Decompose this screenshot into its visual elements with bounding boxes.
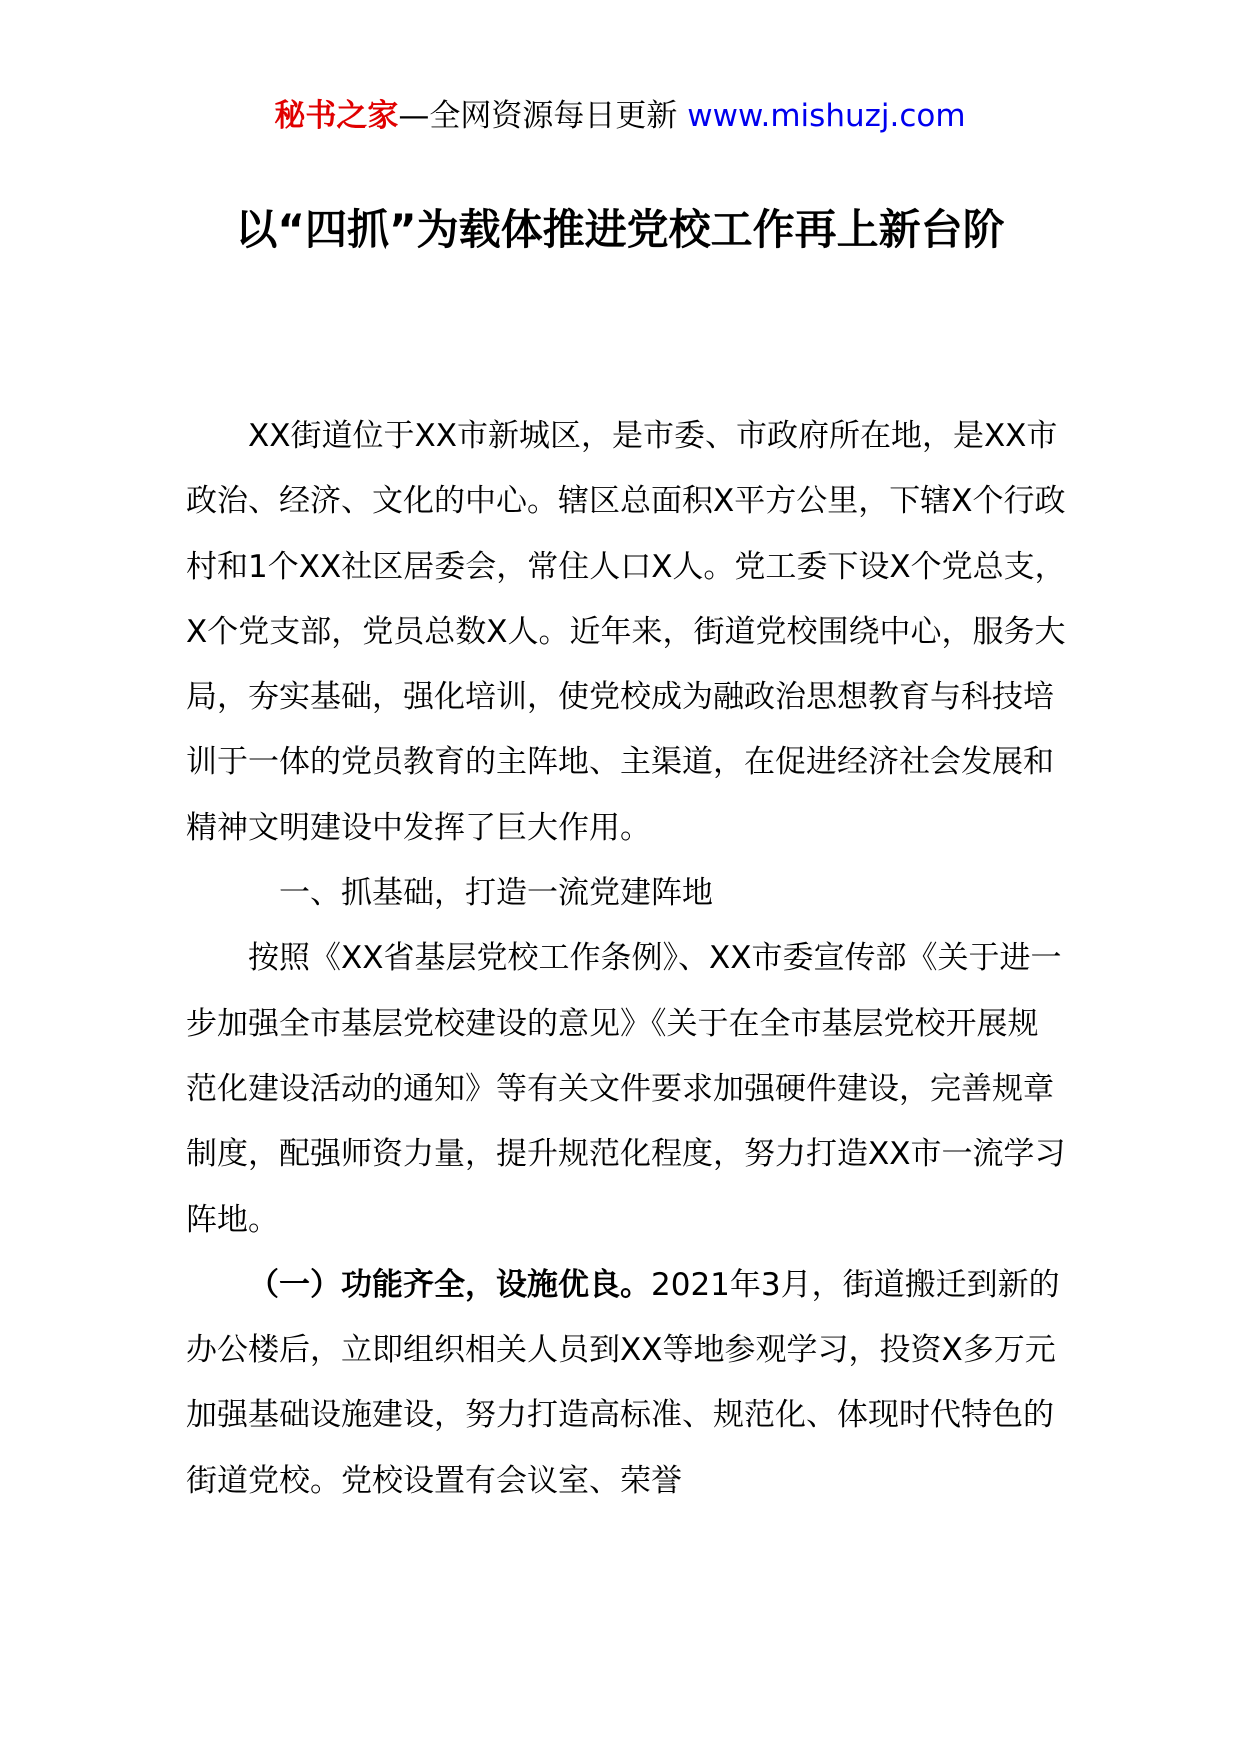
section-heading: 一、抓基础，打造一流党建阵地 [279,875,713,912]
site-url-link[interactable]: www.mishuzj.com [687,98,966,134]
subsection-lead: （一）功能齐全，设施优良。 [248,1266,651,1303]
subsection-text: 2021年3月，街道搬迁到新的办公楼后，立即组织相关人员到XX等地参观学习，投资X多万元加强基础设施建设，努力打造高标准、规范化、体现时代特色的街道党校。党校设置有会议室、荣誉 [186,1266,1060,1499]
site-brand: 秘书之家 [274,98,399,134]
site-header [0,96,1240,136]
intro-paragraph: XX街道位于XX市新城区，是市委、市政府所在地，是XX市政治、经济、文化的中心。辖区总面积X平方公里，下辖X个行政村和1个XX社区居委会，常住人口X人。党工委下设X个党总支，X个党支部，党员总数X人。近年来，街道党校围绕中心，服务大局，夯实基础，强化培训，使党校成为融政治思想教育与科技培训于一体的党员教育的主阵地、主渠道，在促进经济社会发展和精神文明建设中发挥了巨大作用。 [186,418,1066,846]
document-title: 以“四抓”为载体推进党校工作再上新台阶 [235,205,1005,254]
body-paragraph: 按照《XX省基层党校工作条例》、XX市委宣传部《关于进一步加强全市基层党校建设的意见》《关于在全市基层党校开展规范化建设活动的通知》等有关文件要求加强硬件建设，完善规章制度，配强师资力量，提升规范化程度，努力打造XX市一流学习阵地。 [186,940,1066,1238]
site-slogan: —全网资源每日更新 [398,98,678,134]
subsection-paragraph [186,1253,1066,1514]
document-body [186,404,1066,1514]
